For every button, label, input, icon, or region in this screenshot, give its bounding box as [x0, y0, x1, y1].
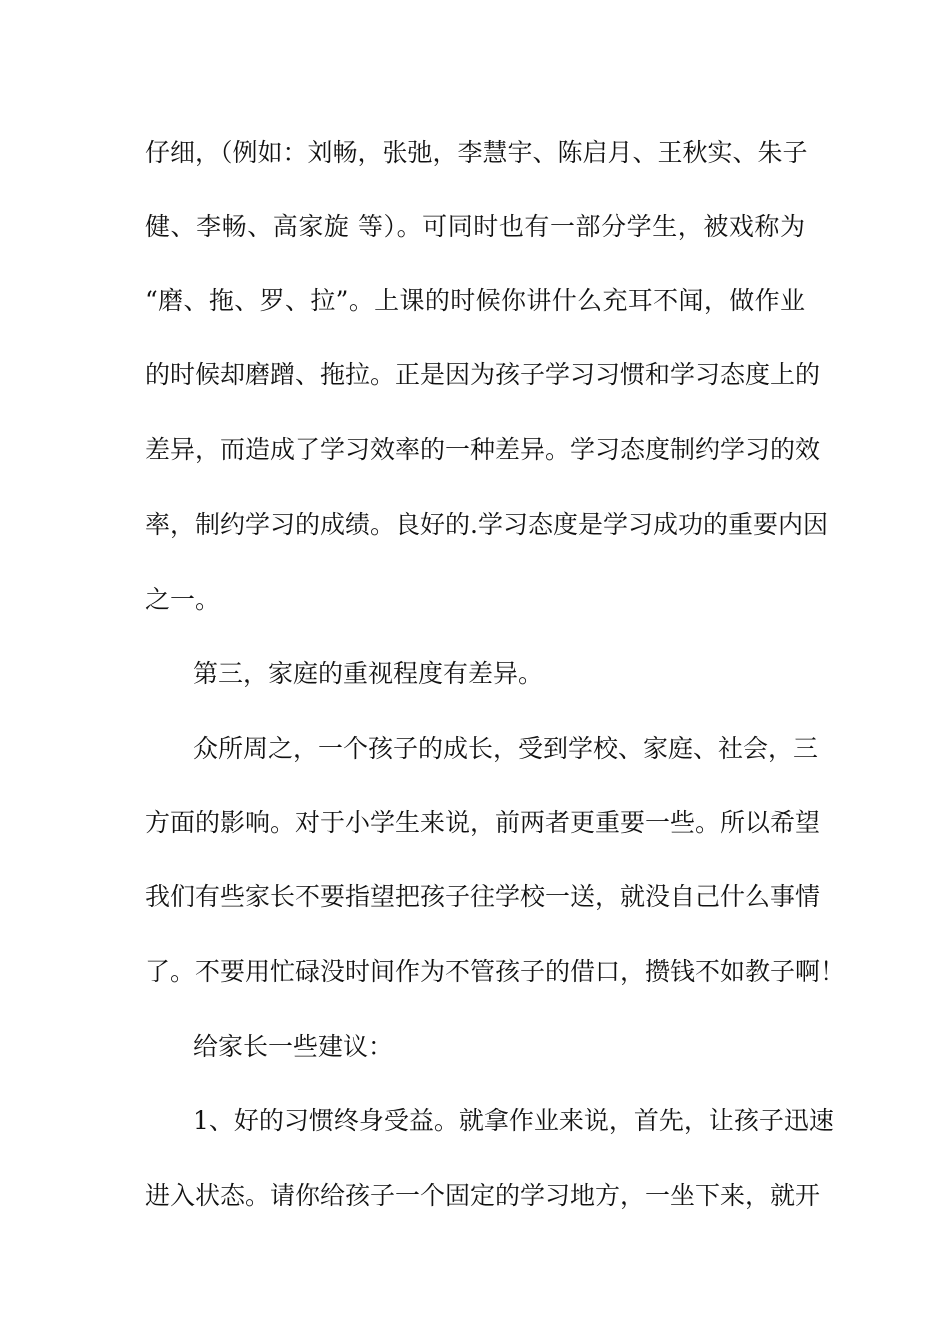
paragraph-line: 进入状态。请你给孩子一个固定的学习地方，一坐下来，就开: [145, 1181, 821, 1210]
paragraph-line: 仔细，（例如：刘畅，张弛，李慧宇、陈启月、王秋实、朱子: [145, 138, 808, 167]
paragraph-line: “磨、拖、罗、拉”。上课的时候你讲什么充耳不闻，做作业: [145, 286, 805, 315]
section-heading: 第三，家庭的重视程度有差异。: [193, 659, 544, 688]
paragraph-line: 给家长一些建议：: [193, 1032, 394, 1061]
paragraph-line: 的时候却磨蹭、拖拉。正是因为孩子学习习惯和学习态度上的: [145, 360, 821, 389]
paragraph-line: 率，制约学习的成绩。良好的.学习态度是学习成功的重要内因: [145, 510, 828, 539]
paragraph-line: 了。不要用忙碌没时间作为不管孩子的借口，攒钱不如教子啊！: [145, 957, 846, 986]
paragraph-line: 差异，而造成了学习效率的一种差异。学习态度制约学习的效: [145, 435, 821, 464]
paragraph-line: 之一。: [145, 585, 221, 614]
paragraph-line: 健、李畅、高家旋 等）。可同时也有一部分学生，被戏称为: [145, 212, 805, 241]
paragraph-line: 方面的影响。对于小学生来说，前两者更重要一些。所以希望: [145, 808, 821, 837]
paragraph-line: 众所周之，一个孩子的成长，受到学校、家庭、社会，三: [193, 734, 819, 763]
paragraph-line: 1、好的习惯终身受益。就拿作业来说，首先，让孩子迅速: [193, 1106, 834, 1135]
paragraph-line: 我们有些家长不要指望把孩子往学校一送，就没自己什么事情: [145, 882, 821, 911]
